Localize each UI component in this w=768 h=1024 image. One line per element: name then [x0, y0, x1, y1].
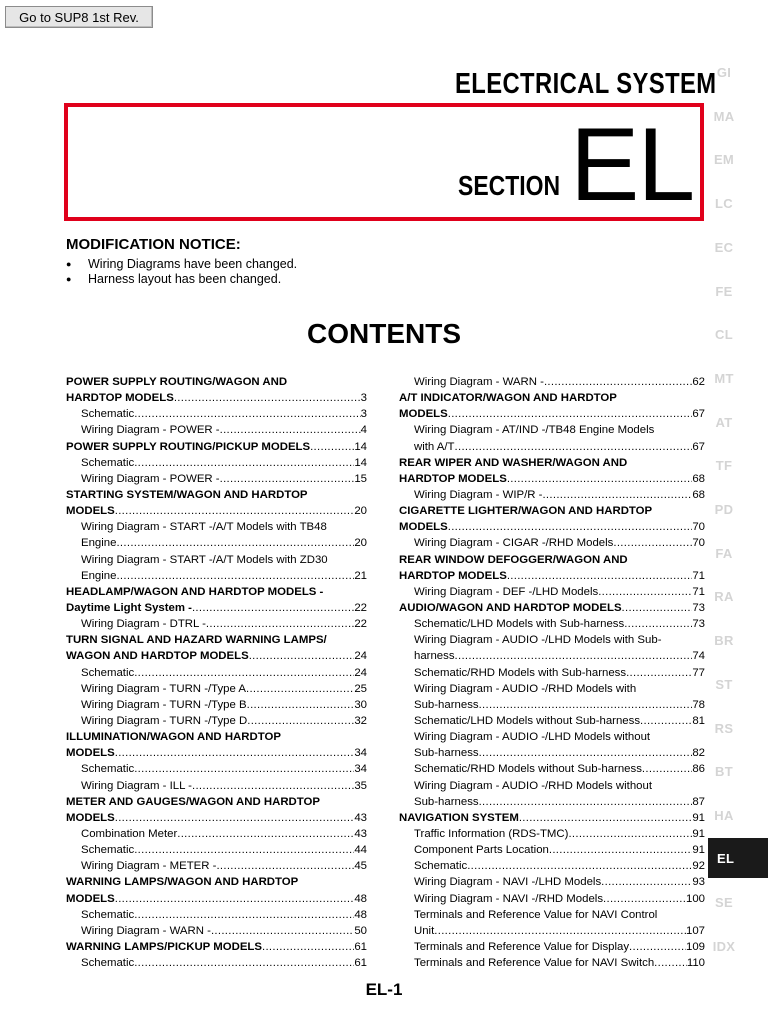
toc-page-number: 100 — [685, 892, 705, 905]
toc-entry-title: Component Parts Location — [414, 844, 549, 857]
toc-page-number: 110 — [686, 957, 705, 970]
toc-entry[interactable] — [66, 745, 367, 761]
toc-leader-dots — [247, 697, 355, 713]
toc-entry[interactable] — [399, 422, 705, 438]
toc-entry-title: Wiring Diagram - START -/A/T Models with ZD30 — [81, 553, 328, 566]
toc-entry[interactable] — [66, 552, 367, 568]
toc-page-number: 61 — [354, 957, 367, 970]
toc-page-number: 43 — [354, 811, 367, 824]
toc-entry[interactable] — [399, 406, 705, 422]
toc-entry-title: Wiring Diagram - TURN -/Type B — [81, 698, 247, 711]
toc-leader-dots — [310, 439, 354, 455]
toc-entry[interactable] — [66, 422, 367, 438]
toc-entry-title: Wiring Diagram - WARN - — [81, 924, 211, 937]
toc-page-number: 44 — [354, 844, 367, 857]
toc-entry-title: Wiring Diagram - ILL - — [81, 779, 192, 792]
toc-page-number: 3 — [360, 408, 367, 421]
toc-leader-dots — [115, 810, 355, 826]
toc-entry[interactable] — [399, 778, 705, 794]
toc-entry-title: MODELS — [66, 747, 115, 760]
toc-leader-dots — [177, 826, 354, 842]
toc-page-number: 82 — [692, 747, 705, 760]
toc-entry-title: HEADLAMP/WAGON AND HARDTOP MODELS - — [66, 585, 324, 598]
toc-page-number: 20 — [354, 537, 367, 550]
toc-leader-dots — [603, 891, 686, 907]
contents-heading: CONTENTS — [307, 318, 461, 349]
toc-leader-dots — [115, 745, 355, 761]
toc-page-number: 91 — [692, 811, 705, 824]
toc-entry[interactable] — [66, 761, 367, 777]
toc-page-number: 3 — [360, 392, 367, 405]
section-tab-bt[interactable]: BT — [715, 764, 733, 780]
toc-leader-dots — [601, 874, 692, 890]
toc-entry-title: Sub-harness — [414, 698, 479, 711]
toc-entry[interactable] — [399, 648, 705, 664]
toc-entry[interactable] — [66, 778, 367, 794]
toc-entry[interactable] — [66, 600, 367, 616]
toc-entry[interactable] — [66, 568, 367, 584]
toc-leader-dots — [467, 858, 692, 874]
toc-entry[interactable] — [66, 713, 367, 729]
toc-entry[interactable] — [399, 665, 705, 681]
toc-entry-title: Terminals and Reference Value for Display — [414, 940, 630, 953]
toc-page-number: 67 — [692, 408, 705, 421]
toc-page-number: 34 — [354, 747, 367, 760]
toc-entry[interactable] — [66, 406, 367, 422]
toc-page-number: 109 — [685, 940, 705, 953]
toc-entry[interactable] — [66, 923, 367, 939]
toc-leader-dots — [134, 665, 354, 681]
toc-page-number: 70 — [692, 521, 705, 534]
manual-title: ELECTRICAL SYSTEM — [455, 68, 717, 100]
toc-leader-dots — [568, 826, 692, 842]
toc-entry-title: Wiring Diagram - AT/IND -/TB48 Engine Models — [414, 424, 655, 437]
toc-page-number: 22 — [354, 618, 367, 631]
toc-entry-title: WAGON AND HARDTOP MODELS — [66, 650, 249, 663]
toc-leader-dots — [134, 761, 354, 777]
toc-leader-dots — [192, 600, 354, 616]
toc-entry-title: REAR WINDOW DEFOGGER/WAGON AND — [399, 553, 628, 566]
section-tab-em[interactable]: EM — [713, 152, 735, 168]
toc-entry[interactable] — [399, 939, 705, 955]
toc-entry[interactable] — [399, 794, 705, 810]
toc-entry[interactable] — [66, 455, 367, 471]
notice-item: ● Wiring Diagrams have been changed. — [66, 257, 297, 272]
toc-entry-title: Wiring Diagram - CIGAR -/RHD Models — [414, 537, 614, 550]
toc-entry[interactable] — [66, 665, 367, 681]
toc-entry-title: HARDTOP MODELS — [399, 569, 507, 582]
toc-entry-title: Wiring Diagram - POWER - — [81, 472, 220, 485]
toc-page-number: 35 — [354, 779, 367, 792]
toc-entry[interactable] — [66, 535, 367, 551]
toc-entry-title: Engine — [81, 537, 117, 550]
toc-leader-dots — [507, 568, 693, 584]
toc-entry-title: STARTING SYSTEM/WAGON AND HARDTOP — [66, 488, 308, 501]
toc-entry[interactable] — [399, 568, 705, 584]
toc-leader-dots — [249, 648, 355, 664]
toc-leader-dots — [134, 406, 360, 422]
toc-leader-dots — [626, 665, 692, 681]
toc-leader-dots — [206, 616, 354, 632]
toc-page-number: 67 — [692, 440, 705, 453]
toc-entry[interactable] — [399, 681, 705, 697]
toc-entry-title: Schematic/LHD Models without Sub-harness — [414, 714, 641, 727]
toc-page-number: 87 — [692, 795, 705, 808]
toc-entry-title: Wiring Diagram - NAVI -/LHD Models — [414, 876, 602, 889]
toc-leader-dots — [479, 794, 693, 810]
toc-leader-dots — [434, 923, 686, 939]
section-tab-mt[interactable]: MT — [714, 370, 734, 386]
toc-leader-dots — [220, 471, 355, 487]
toc-entry-title: Schematic/LHD Models with Sub-harness — [414, 618, 625, 631]
toc-leader-dots — [544, 374, 692, 390]
toc-entry[interactable] — [66, 471, 367, 487]
toc-page-number: 71 — [692, 585, 705, 598]
toc-entry-title: Engine — [81, 569, 117, 582]
toc-leader-dots — [507, 471, 693, 487]
toc-leader-dots — [134, 842, 354, 858]
toc-entry[interactable] — [66, 584, 367, 600]
toc-entry[interactable] — [399, 455, 705, 471]
toc-entry-title: Combination Meter — [81, 827, 178, 840]
section-tab-ha[interactable]: HA — [714, 807, 734, 823]
toc-entry-title: POWER SUPPLY ROUTING/WAGON AND — [66, 376, 288, 388]
toc-entry[interactable] — [66, 390, 367, 406]
toc-leader-dots — [598, 584, 692, 600]
toc-leader-dots — [115, 891, 355, 907]
toc-page-number: 81 — [692, 714, 705, 727]
toc-entry[interactable] — [399, 826, 705, 842]
toc-page-number: 91 — [692, 827, 705, 840]
toc-page-number: 25 — [354, 682, 367, 695]
toc-entry-title: Schematic — [414, 860, 468, 873]
toc-entry[interactable] — [66, 519, 367, 535]
toc-entry-title: MODELS — [399, 408, 448, 421]
section-tab-se[interactable]: SE — [715, 895, 733, 911]
section-label: SECTION — [458, 170, 561, 201]
section-tab-pd[interactable]: PD — [714, 502, 734, 517]
toc-entry-title: Schematic — [81, 957, 135, 970]
toc-entry-title: WARNING LAMPS/PICKUP MODELS — [66, 940, 262, 953]
toc-entry[interactable] — [399, 584, 705, 600]
toc-entry-title: Schematic — [81, 408, 135, 421]
toc-leader-dots — [642, 761, 692, 777]
toc-entry-title: with A/T — [414, 440, 455, 453]
toc-page-number: 50 — [354, 924, 367, 937]
toc-entry-title: Schematic — [81, 844, 135, 857]
toc-entry-title: POWER SUPPLY ROUTING/PICKUP MODELS — [66, 440, 311, 453]
toc-page-number: 93 — [692, 876, 705, 889]
modification-notice-heading: MODIFICATION NOTICE: — [66, 236, 241, 253]
toc-entry[interactable] — [66, 697, 367, 713]
toc-entry-title: HARDTOP MODELS — [399, 472, 507, 485]
toc-entry[interactable] — [399, 729, 705, 745]
toc-leader-dots — [116, 535, 354, 551]
toc-leader-dots — [116, 568, 354, 584]
toc-entry[interactable] — [66, 794, 367, 810]
toc-page-number: 61 — [354, 940, 367, 953]
section-tab-tf[interactable]: TF — [715, 458, 733, 474]
toc-entry[interactable] — [399, 955, 705, 971]
toc-page-number: 15 — [354, 472, 367, 485]
toc-leader-dots — [247, 713, 354, 729]
toc-page-number: 24 — [354, 666, 367, 679]
toc-entry[interactable] — [399, 697, 705, 713]
toc-page-number: 14 — [354, 456, 367, 469]
toc-page-number: 32 — [354, 714, 367, 727]
toc-entry[interactable] — [66, 891, 367, 907]
toc-entry[interactable] — [66, 826, 367, 842]
toc-page-number: 21 — [354, 569, 367, 582]
toc-entry-title: Wiring Diagram - TURN -/Type D — [81, 714, 248, 727]
toc-entry-title: AUDIO/WAGON AND HARDTOP MODELS — [399, 601, 622, 614]
toc-entry-title: Schematic — [81, 666, 135, 679]
toc-page-number: 78 — [692, 698, 705, 711]
toc-entry-title: MODELS — [66, 892, 115, 905]
toc-entry[interactable] — [399, 810, 705, 826]
toc-leader-dots — [134, 955, 354, 971]
toc-entry-title: Wiring Diagram - METER - — [81, 860, 217, 873]
toc-leader-dots — [549, 842, 692, 858]
toc-entry[interactable] — [399, 874, 705, 890]
toc-page-number: 34 — [354, 763, 367, 776]
section-tab-el[interactable]: EL — [708, 838, 768, 878]
toc-entry[interactable] — [399, 503, 705, 519]
toc-leader-dots — [629, 939, 686, 955]
toc-leader-dots — [192, 778, 354, 794]
section-tab-fe[interactable]: FE — [715, 283, 733, 299]
notice-item: ● Harness layout has been changed. — [66, 272, 297, 287]
toc-entry[interactable] — [66, 810, 367, 826]
toc-entry-title: Wiring Diagram - START -/A/T Models with TB48 — [81, 521, 327, 534]
toc-entry-title: Wiring Diagram - WIP/R - — [414, 488, 543, 501]
toc-leader-dots — [211, 923, 354, 939]
section-tab-ma[interactable]: MA — [713, 108, 735, 124]
toc-entry[interactable] — [399, 390, 705, 406]
toc-page-number: 71 — [692, 569, 705, 582]
section-tab-rs[interactable]: RS — [714, 720, 734, 736]
toc-entry[interactable] — [66, 858, 367, 874]
toc-leader-dots — [479, 745, 693, 761]
toc-page-number: 48 — [354, 892, 367, 905]
toc-entry-title: METER AND GAUGES/WAGON AND HARDTOP — [66, 795, 320, 808]
toc-entry-title: WARNING LAMPS/WAGON AND HARDTOP — [66, 876, 299, 889]
toc-entry[interactable] — [66, 907, 367, 923]
toc-page-number: 4 — [360, 424, 367, 437]
toc-entry-title: Wiring Diagram - DEF -/LHD Models — [414, 585, 599, 598]
toc-leader-dots — [448, 519, 693, 535]
toc-page-number: 68 — [692, 472, 705, 485]
toc-entry[interactable] — [66, 939, 367, 955]
toc-leader-dots — [216, 858, 354, 874]
toc-leader-dots — [455, 648, 693, 664]
toc-entry-title: A/T INDICATOR/WAGON AND HARDTOP — [399, 392, 617, 405]
toc-page-number: 73 — [692, 601, 705, 614]
toc-page-number: 73 — [692, 618, 705, 631]
toc-entry[interactable] — [66, 955, 367, 971]
toc-entry-title: Schematic/RHD Models with Sub-harness — [414, 666, 627, 679]
toc-leader-dots — [519, 810, 693, 826]
toc-page-number: 86 — [692, 763, 705, 776]
toc-entry[interactable] — [399, 745, 705, 761]
toc-entry[interactable] — [66, 874, 367, 890]
toc-entry-title: Wiring Diagram - AUDIO -/RHD Models without — [414, 779, 652, 792]
section-tab-ec[interactable]: EC — [714, 239, 734, 255]
toc-leader-dots — [640, 713, 692, 729]
toc-entry[interactable] — [399, 471, 705, 487]
toc-entry[interactable] — [399, 535, 705, 551]
toc-entry[interactable] — [399, 842, 705, 858]
section-tab-cl[interactable]: CL — [715, 327, 733, 343]
toc-entry[interactable] — [399, 713, 705, 729]
toc-leader-dots — [624, 616, 692, 632]
toc-entry-title: Schematic — [81, 908, 135, 921]
toc-page-number: 30 — [354, 698, 367, 711]
toc-entry[interactable] — [66, 632, 367, 648]
toc-entry[interactable] — [66, 648, 367, 664]
toc-page-number: 62 — [692, 376, 705, 388]
toc-entry[interactable] — [399, 858, 705, 874]
toc-page-number: 45 — [354, 860, 367, 873]
section-tab-idx[interactable]: IDX — [712, 939, 736, 954]
toc-entry[interactable] — [399, 907, 705, 923]
toc-leader-dots — [613, 535, 692, 551]
page-number: EL-1 — [365, 980, 403, 999]
toc-entry[interactable] — [399, 552, 705, 568]
toc-page-number: 74 — [692, 650, 705, 663]
toc-leader-dots — [542, 487, 692, 503]
toc-entry[interactable] — [399, 891, 705, 907]
toc-leader-dots — [448, 406, 693, 422]
toc-entry-title: TURN SIGNAL AND HAZARD WARNING LAMPS/ — [66, 634, 327, 647]
toc-page-number: 20 — [354, 505, 367, 518]
toc-page-number: 22 — [354, 601, 367, 614]
toc-entry-title: Traffic Information (RDS-TMC) — [414, 827, 569, 840]
toc-entry-title: NAVIGATION SYSTEM — [399, 811, 519, 824]
toc-entry-title: Daytime Light System - — [66, 601, 192, 614]
toc-entry[interactable] — [66, 681, 367, 697]
toc-right-column — [399, 374, 705, 971]
section-code: EL — [570, 107, 694, 223]
toc-entry-title: Wiring Diagram - DTRL - — [81, 618, 206, 631]
toc-page-number: 92 — [692, 860, 705, 873]
toc-page-number: 91 — [692, 844, 705, 857]
toc-entry-title: Unit — [414, 924, 435, 937]
toc-entry[interactable] — [66, 842, 367, 858]
toc-entry-title: MODELS — [66, 811, 115, 824]
modification-notice-list — [66, 257, 297, 287]
toc-entry[interactable] — [66, 374, 367, 390]
toc-entry-title: Wiring Diagram - NAVI -/RHD Models — [414, 892, 604, 905]
toc-entry[interactable] — [399, 374, 705, 390]
toc-entry[interactable] — [399, 519, 705, 535]
section-tab-lc[interactable]: LC — [715, 196, 733, 212]
toc-entry-title: Wiring Diagram - AUDIO -/RHD Models with — [414, 682, 637, 695]
toc-page-number: 24 — [354, 650, 367, 663]
toc-page-number: 14 — [354, 440, 367, 453]
toc-leader-dots — [262, 939, 354, 955]
go-to-revision-button[interactable]: Go to SUP8 1st Rev. — [5, 6, 153, 28]
toc-entry[interactable] — [66, 616, 367, 632]
toc-page-number: 43 — [354, 827, 367, 840]
toc-entry-title: Terminals and Reference Value for NAVI Control — [414, 908, 658, 921]
toc-leader-dots — [654, 955, 687, 971]
toc-leader-dots — [115, 503, 355, 519]
toc-entry[interactable] — [399, 923, 705, 939]
toc-entry-title: MODELS — [399, 521, 448, 534]
section-tab-br[interactable]: BR — [714, 633, 734, 649]
toc-entry-title: HARDTOP MODELS — [66, 392, 174, 405]
toc-page-number: 70 — [692, 537, 705, 550]
toc-leader-dots — [246, 681, 354, 697]
toc-entry-title: MODELS — [66, 505, 115, 518]
toc-leader-dots — [455, 439, 693, 455]
toc-entry-title: Wiring Diagram - TURN -/Type A — [81, 682, 246, 695]
toc-entry-title: REAR WIPER AND WASHER/WAGON AND — [399, 456, 628, 469]
toc-leader-dots — [134, 455, 354, 471]
toc-entry-title: Terminals and Reference Value for NAVI Switch — [414, 957, 655, 970]
toc-entry-title: Schematic — [81, 763, 135, 776]
toc-page-number: 107 — [685, 924, 705, 937]
toc-entry-title: harness — [414, 650, 455, 663]
section-tab-st[interactable]: ST — [715, 676, 733, 692]
toc-entry[interactable] — [399, 632, 705, 648]
toc-leader-dots — [479, 697, 693, 713]
toc-entry[interactable] — [399, 487, 705, 503]
toc-entry-title: Wiring Diagram - AUDIO -/LHD Models without — [414, 731, 651, 744]
section-tab-ra[interactable]: RA — [714, 589, 734, 605]
toc-entry-title: CIGARETTE LIGHTER/WAGON AND HARDTOP — [399, 505, 653, 518]
toc-entry[interactable] — [66, 729, 367, 745]
toc-entry[interactable] — [66, 487, 367, 503]
toc-entry-title: Sub-harness — [414, 747, 479, 760]
toc-page-number: 77 — [692, 666, 705, 679]
toc-leader-dots — [134, 907, 354, 923]
toc-leader-dots — [622, 600, 693, 616]
section-tab-gi[interactable]: GI — [716, 65, 732, 80]
toc-leader-dots — [220, 422, 361, 438]
toc-entry-title: Sub-harness — [414, 795, 479, 808]
toc-entry-title: ILLUMINATION/WAGON AND HARDTOP — [66, 731, 281, 744]
toc-entry[interactable] — [399, 761, 705, 777]
toc-entry-title: Schematic — [81, 456, 135, 469]
toc-entry[interactable] — [399, 600, 705, 616]
toc-page-number: 68 — [692, 488, 705, 501]
toc-entry-title: Wiring Diagram - WARN - — [414, 376, 544, 388]
toc-entry-title: Schematic/RHD Models without Sub-harness — [414, 763, 642, 776]
toc-entry[interactable] — [399, 616, 705, 632]
toc-page-number: 48 — [354, 908, 367, 921]
toc-leader-dots — [174, 390, 361, 406]
toc-entry[interactable] — [66, 439, 367, 455]
section-tab-fa[interactable]: FA — [715, 545, 733, 561]
toc-entry-title: Wiring Diagram - AUDIO -/LHD Models with Sub- — [414, 634, 662, 647]
toc-entry-title: Wiring Diagram - POWER - — [81, 424, 220, 437]
toc-left-column — [66, 374, 367, 971]
section-tab-at[interactable]: AT — [715, 414, 733, 430]
toc-entry[interactable] — [399, 439, 705, 455]
toc-entry[interactable] — [66, 503, 367, 519]
